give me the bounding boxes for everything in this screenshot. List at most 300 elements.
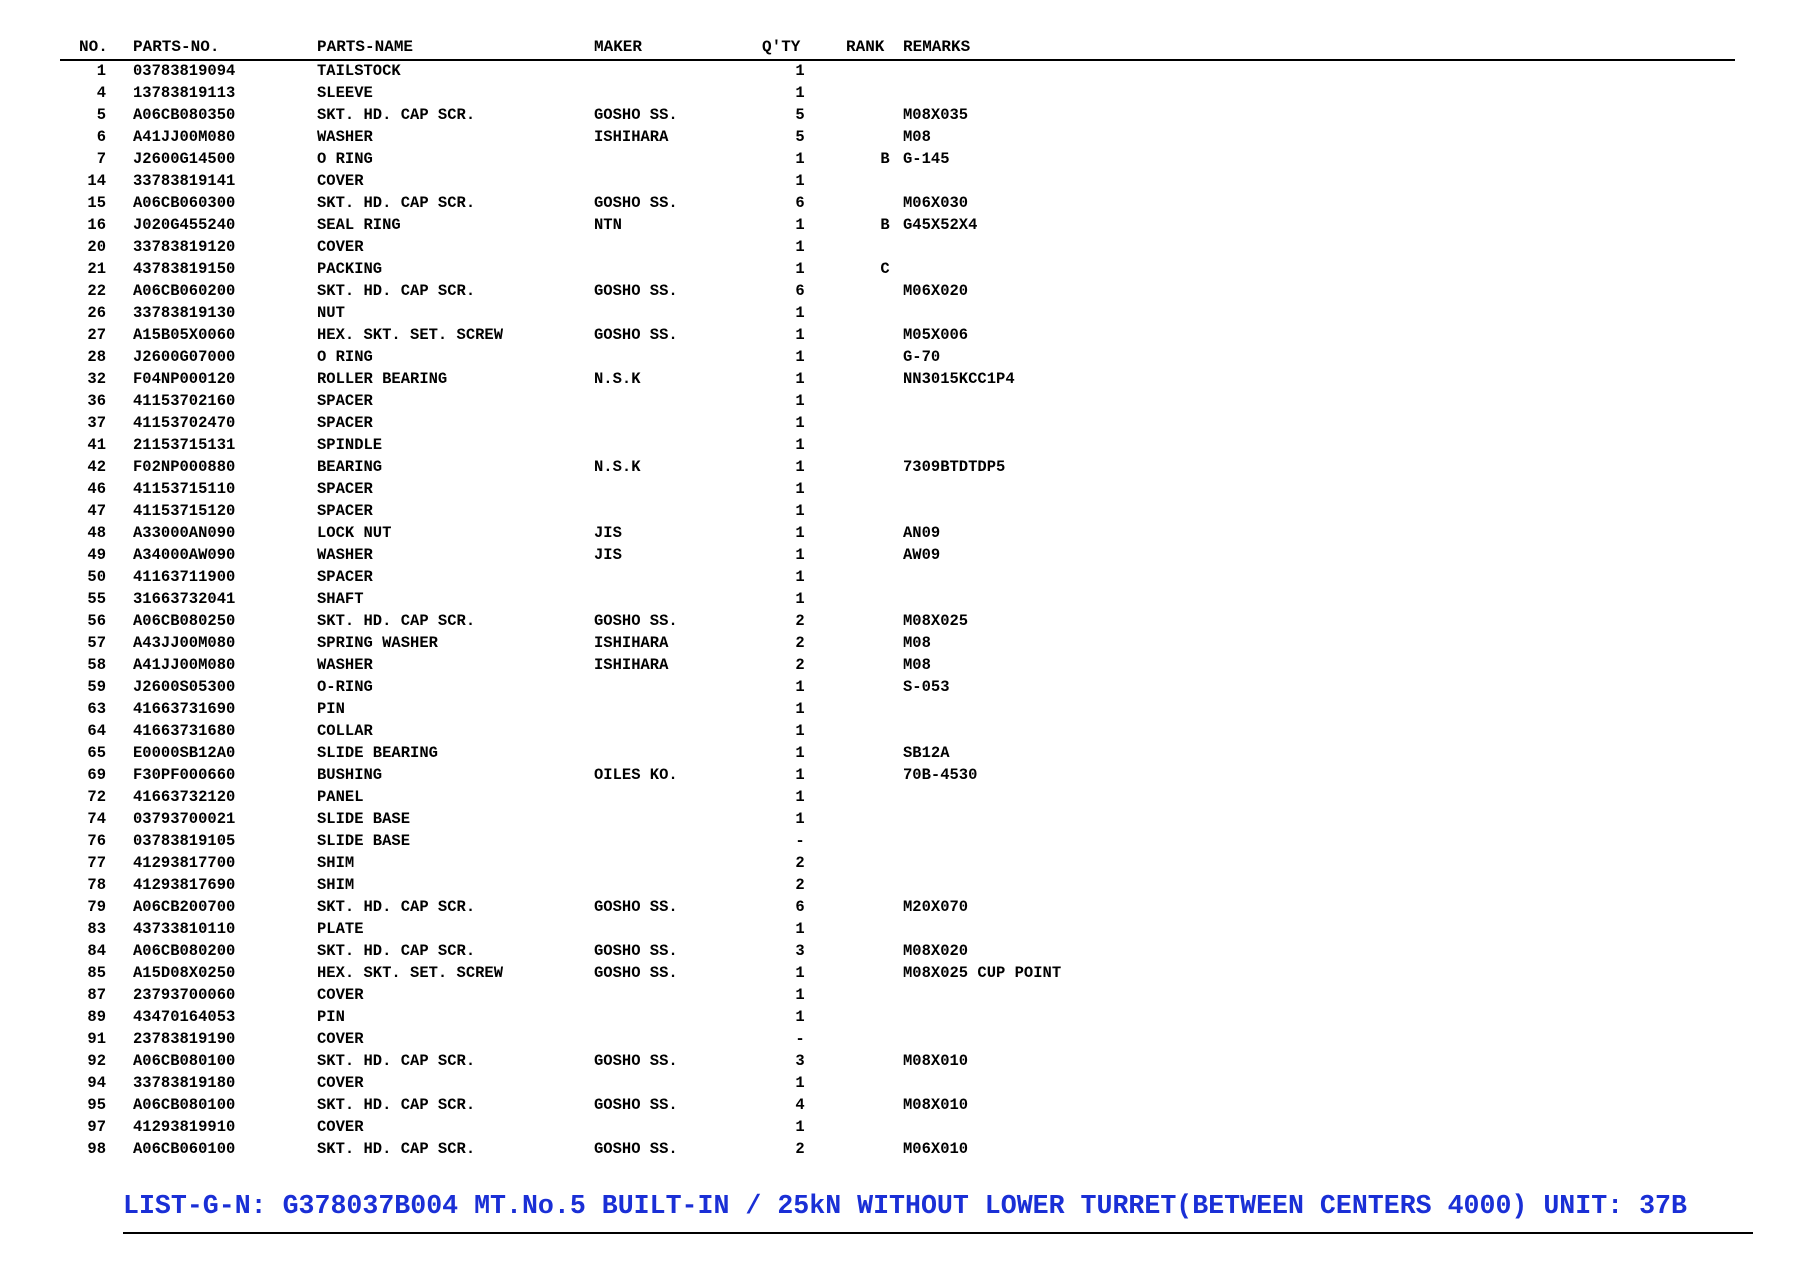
cell-parts-no: A15D08X0250	[133, 964, 236, 982]
cell-qty: 4	[795, 1096, 805, 1114]
cell-parts-name: BEARING	[317, 458, 383, 476]
header-maker: MAKER	[594, 38, 643, 56]
cell-parts-no: 41663732120	[133, 788, 236, 806]
cell-remarks: M08	[903, 634, 931, 652]
cell-parts-no: 41153702160	[133, 392, 236, 410]
cell-maker: ISHIHARA	[594, 128, 669, 146]
table-row	[60, 654, 1735, 676]
cell-maker: GOSHO SS.	[594, 282, 678, 300]
table-row	[60, 258, 1735, 280]
cell-parts-name: PANEL	[317, 788, 364, 806]
cell-qty: 6	[795, 282, 805, 300]
cell-parts-no: 41293819910	[133, 1118, 236, 1136]
cell-parts-no: J2600S05300	[133, 678, 236, 696]
cell-parts-name: SHIM	[317, 854, 355, 872]
cell-remarks: AN09	[903, 524, 941, 542]
cell-no: 92	[87, 1052, 106, 1070]
cell-parts-no: A15B05X0060	[133, 326, 236, 344]
cell-no: 98	[87, 1140, 106, 1158]
cell-parts-no: A41JJ00M080	[133, 128, 236, 146]
table-row	[60, 984, 1735, 1006]
cell-maker: GOSHO SS.	[594, 964, 678, 982]
cell-parts-no: 13783819113	[133, 84, 236, 102]
cell-remarks: 70B-4530	[903, 766, 978, 784]
table-row	[60, 962, 1735, 984]
cell-maker: N.S.K	[594, 370, 641, 388]
cell-maker: GOSHO SS.	[594, 1096, 678, 1114]
table-row	[60, 632, 1735, 654]
cell-parts-no: 33783819180	[133, 1074, 236, 1092]
cell-remarks: M08	[903, 656, 931, 674]
cell-parts-no: F04NP000120	[133, 370, 236, 388]
table-row	[60, 500, 1735, 522]
table-row	[60, 236, 1735, 258]
cell-parts-no: 41153715120	[133, 502, 236, 520]
header-no: NO.	[79, 38, 108, 56]
table-row	[60, 1006, 1735, 1028]
cell-parts-name: HEX. SKT. SET. SCREW	[317, 326, 504, 344]
cell-qty: 1	[795, 62, 805, 80]
cell-no: 48	[87, 524, 106, 542]
cell-parts-no: E0000SB12A0	[133, 744, 236, 762]
cell-parts-no: A41JJ00M080	[133, 656, 236, 674]
table-row	[60, 874, 1735, 896]
cell-qty: 1	[795, 502, 805, 520]
cell-remarks: M08X020	[903, 942, 969, 960]
cell-parts-name: PACKING	[317, 260, 383, 278]
cell-parts-name: COVER	[317, 1030, 364, 1048]
table-row	[60, 720, 1735, 742]
cell-maker: N.S.K	[594, 458, 641, 476]
cell-parts-no: 43470164053	[133, 1008, 236, 1026]
cell-parts-no: A06CB060200	[133, 282, 236, 300]
cell-no: 87	[87, 986, 106, 1004]
cell-rank: B	[880, 150, 890, 168]
table-row	[60, 302, 1735, 324]
table-header	[60, 37, 1735, 61]
cell-no: 59	[87, 678, 106, 696]
cell-qty: 2	[795, 612, 805, 630]
cell-qty: 3	[795, 942, 805, 960]
cell-qty: 1	[795, 524, 805, 542]
cell-no: 64	[87, 722, 106, 740]
cell-maker: GOSHO SS.	[594, 942, 678, 960]
cell-no: 41	[87, 436, 106, 454]
cell-maker: GOSHO SS.	[594, 898, 678, 916]
cell-qty: 1	[795, 172, 805, 190]
cell-parts-no: 03783819105	[133, 832, 236, 850]
parts-table-body	[60, 60, 1735, 1160]
cell-remarks: M08X010	[903, 1096, 969, 1114]
cell-remarks: S-053	[903, 678, 950, 696]
cell-qty: 1	[795, 1118, 805, 1136]
cell-no: 79	[87, 898, 106, 916]
cell-no: 6	[96, 128, 106, 146]
cell-no: 84	[87, 942, 106, 960]
cell-parts-name: SKT. HD. CAP SCR.	[317, 106, 476, 124]
cell-parts-name: SKT. HD. CAP SCR.	[317, 612, 476, 630]
cell-no: 50	[87, 568, 106, 586]
table-row	[60, 940, 1735, 962]
cell-qty: 1	[795, 480, 805, 498]
cell-parts-no: F02NP000880	[133, 458, 236, 476]
cell-qty: 1	[795, 304, 805, 322]
cell-qty: 3	[795, 1052, 805, 1070]
cell-maker: GOSHO SS.	[594, 106, 678, 124]
table-row	[60, 1094, 1735, 1116]
table-row	[60, 126, 1735, 148]
cell-no: 36	[87, 392, 106, 410]
cell-parts-name: SKT. HD. CAP SCR.	[317, 1096, 476, 1114]
cell-parts-no: 43783819150	[133, 260, 236, 278]
cell-qty: 1	[795, 414, 805, 432]
cell-parts-name: ROLLER BEARING	[317, 370, 448, 388]
cell-no: 49	[87, 546, 106, 564]
cell-remarks: M08X010	[903, 1052, 969, 1070]
cell-no: 7	[96, 150, 106, 168]
cell-remarks: M06X020	[903, 282, 969, 300]
table-row	[60, 852, 1735, 874]
table-row	[60, 368, 1735, 390]
cell-no: 1	[96, 62, 106, 80]
cell-parts-name: SPACER	[317, 502, 373, 520]
cell-no: 14	[87, 172, 106, 190]
cell-no: 58	[87, 656, 106, 674]
cell-parts-name: O RING	[317, 348, 373, 366]
table-row	[60, 566, 1735, 588]
cell-no: 69	[87, 766, 106, 784]
header-parts-no: PARTS-NO.	[133, 38, 220, 56]
cell-maker: JIS	[594, 524, 622, 542]
cell-parts-no: 23793700060	[133, 986, 236, 1004]
cell-no: 89	[87, 1008, 106, 1026]
cell-parts-name: NUT	[317, 304, 345, 322]
cell-qty: 1	[795, 348, 805, 366]
cell-no: 4	[96, 84, 106, 102]
cell-no: 94	[87, 1074, 106, 1092]
cell-remarks: M08X025 CUP POINT	[903, 964, 1062, 982]
cell-maker: GOSHO SS.	[594, 612, 678, 630]
table-row	[60, 1116, 1735, 1138]
header-parts-name: PARTS-NAME	[317, 38, 414, 56]
table-row	[60, 412, 1735, 434]
cell-no: 63	[87, 700, 106, 718]
cell-remarks: M05X006	[903, 326, 969, 344]
cell-qty: 1	[795, 810, 805, 828]
cell-parts-name: SPRING WASHER	[317, 634, 438, 652]
cell-parts-no: A43JJ00M080	[133, 634, 236, 652]
cell-parts-name: COVER	[317, 1074, 364, 1092]
cell-qty: -	[795, 1030, 805, 1048]
cell-maker: JIS	[594, 546, 622, 564]
cell-parts-no: 03783819094	[133, 62, 236, 80]
cell-qty: 1	[795, 238, 805, 256]
cell-qty: 2	[795, 1140, 805, 1158]
cell-parts-name: SLIDE BEARING	[317, 744, 438, 762]
cell-parts-name: SPACER	[317, 414, 373, 432]
cell-qty: 2	[795, 854, 805, 872]
cell-remarks: 7309BTDTDP5	[903, 458, 1006, 476]
cell-qty: 1	[795, 546, 805, 564]
cell-parts-name: COLLAR	[317, 722, 373, 740]
cell-parts-name: SHIM	[317, 876, 355, 894]
cell-parts-name: SHAFT	[317, 590, 364, 608]
cell-parts-no: J2600G14500	[133, 150, 236, 168]
table-row	[60, 918, 1735, 940]
cell-parts-no: A34000AW090	[133, 546, 236, 564]
table-row	[60, 830, 1735, 852]
cell-qty: 1	[795, 150, 805, 168]
cell-parts-no: 43733810110	[133, 920, 236, 938]
table-row	[60, 896, 1735, 918]
header-rank: RANK	[846, 38, 885, 56]
cell-parts-no: A06CB080100	[133, 1096, 236, 1114]
cell-qty: 1	[795, 392, 805, 410]
table-row	[60, 324, 1735, 346]
table-row	[60, 280, 1735, 302]
cell-no: 85	[87, 964, 106, 982]
cell-parts-name: SLIDE BASE	[317, 810, 411, 828]
cell-remarks: M08X025	[903, 612, 969, 630]
cell-no: 78	[87, 876, 106, 894]
table-row	[60, 82, 1735, 104]
cell-remarks: AW09	[903, 546, 941, 564]
cell-remarks: M20X070	[903, 898, 969, 916]
cell-rank: C	[880, 260, 890, 278]
table-row	[60, 1072, 1735, 1094]
cell-parts-no: 41153715110	[133, 480, 236, 498]
cell-qty: 1	[795, 788, 805, 806]
cell-parts-no: A06CB060300	[133, 194, 236, 212]
cell-parts-no: 33783819130	[133, 304, 236, 322]
cell-parts-no: A06CB080250	[133, 612, 236, 630]
cell-parts-name: SKT. HD. CAP SCR.	[317, 282, 476, 300]
cell-rank: B	[880, 216, 890, 234]
cell-qty: 1	[795, 744, 805, 762]
cell-no: 46	[87, 480, 106, 498]
cell-parts-no: 41293817690	[133, 876, 236, 894]
cell-maker: GOSHO SS.	[594, 194, 678, 212]
cell-remarks: G-70	[903, 348, 941, 366]
cell-parts-no: 41663731690	[133, 700, 236, 718]
cell-parts-no: A06CB080350	[133, 106, 236, 124]
cell-remarks: M06X030	[903, 194, 969, 212]
cell-qty: 1	[795, 964, 805, 982]
cell-no: 21	[87, 260, 106, 278]
cell-no: 72	[87, 788, 106, 806]
cell-no: 56	[87, 612, 106, 630]
cell-maker: OILES KO.	[594, 766, 678, 784]
cell-no: 26	[87, 304, 106, 322]
cell-parts-name: PIN	[317, 700, 345, 718]
cell-parts-no: A06CB200700	[133, 898, 236, 916]
cell-no: 76	[87, 832, 106, 850]
cell-no: 83	[87, 920, 106, 938]
cell-maker: GOSHO SS.	[594, 1140, 678, 1158]
cell-parts-no: 41163711900	[133, 568, 236, 586]
cell-parts-name: SLEEVE	[317, 84, 373, 102]
header-qty: Q'TY	[762, 38, 801, 56]
cell-qty: 1	[795, 722, 805, 740]
cell-remarks: G45X52X4	[903, 216, 978, 234]
cell-no: 47	[87, 502, 106, 520]
cell-parts-no: A06CB080200	[133, 942, 236, 960]
cell-maker: ISHIHARA	[594, 634, 669, 652]
cell-remarks: NN3015KCC1P4	[903, 370, 1015, 388]
table-row	[60, 456, 1735, 478]
table-row	[60, 676, 1735, 698]
cell-parts-no: 23783819190	[133, 1030, 236, 1048]
table-row	[60, 434, 1735, 456]
cell-parts-name: WASHER	[317, 546, 373, 564]
table-row	[60, 588, 1735, 610]
table-row	[60, 786, 1735, 808]
cell-parts-name: PIN	[317, 1008, 345, 1026]
cell-remarks: M08	[903, 128, 931, 146]
cell-no: 91	[87, 1030, 106, 1048]
cell-parts-name: SPINDLE	[317, 436, 383, 454]
cell-qty: 6	[795, 194, 805, 212]
cell-no: 95	[87, 1096, 106, 1114]
cell-no: 5	[96, 106, 106, 124]
cell-maker: NTN	[594, 216, 622, 234]
cell-no: 37	[87, 414, 106, 432]
table-row	[60, 214, 1735, 236]
cell-parts-name: SKT. HD. CAP SCR.	[317, 194, 476, 212]
cell-qty: 1	[795, 986, 805, 1004]
cell-parts-name: SEAL RING	[317, 216, 401, 234]
header-remarks: REMARKS	[903, 38, 971, 56]
cell-maker: ISHIHARA	[594, 656, 669, 674]
cell-qty: 1	[795, 1074, 805, 1092]
cell-no: 32	[87, 370, 106, 388]
table-row	[60, 478, 1735, 500]
cell-parts-name: SKT. HD. CAP SCR.	[317, 898, 476, 916]
table-row	[60, 192, 1735, 214]
cell-no: 27	[87, 326, 106, 344]
cell-parts-name: O-RING	[317, 678, 373, 696]
cell-no: 15	[87, 194, 106, 212]
cell-remarks: M06X010	[903, 1140, 969, 1158]
cell-parts-no: 33783819141	[133, 172, 236, 190]
cell-qty: 5	[795, 128, 805, 146]
cell-no: 28	[87, 348, 106, 366]
cell-parts-no: A06CB060100	[133, 1140, 236, 1158]
cell-parts-name: SPACER	[317, 480, 373, 498]
cell-no: 42	[87, 458, 106, 476]
cell-parts-name: SLIDE BASE	[317, 832, 411, 850]
cell-no: 74	[87, 810, 106, 828]
cell-parts-no: 33783819120	[133, 238, 236, 256]
cell-qty: 1	[795, 370, 805, 388]
cell-parts-no: 31663732041	[133, 590, 236, 608]
cell-qty: 1	[795, 920, 805, 938]
cell-qty: 1	[795, 260, 805, 278]
table-row	[60, 104, 1735, 126]
cell-parts-name: O RING	[317, 150, 373, 168]
cell-parts-name: HEX. SKT. SET. SCREW	[317, 964, 504, 982]
cell-parts-name: BUSHING	[317, 766, 383, 784]
cell-no: 55	[87, 590, 106, 608]
table-row	[60, 698, 1735, 720]
cell-qty: 1	[795, 326, 805, 344]
cell-no: 97	[87, 1118, 106, 1136]
cell-parts-no: 21153715131	[133, 436, 236, 454]
cell-qty: 2	[795, 634, 805, 652]
cell-qty: 1	[795, 678, 805, 696]
table-row	[60, 390, 1735, 412]
cell-qty: 5	[795, 106, 805, 124]
cell-remarks: SB12A	[903, 744, 950, 762]
cell-parts-name: WASHER	[317, 656, 373, 674]
cell-qty: 1	[795, 436, 805, 454]
table-row	[60, 764, 1735, 786]
document-footer	[123, 1188, 1753, 1234]
cell-remarks: G-145	[903, 150, 950, 168]
cell-parts-name: SKT. HD. CAP SCR.	[317, 1052, 476, 1070]
cell-maker: GOSHO SS.	[594, 1052, 678, 1070]
cell-qty: 2	[795, 876, 805, 894]
cell-parts-name: PLATE	[317, 920, 364, 938]
cell-parts-no: 03793700021	[133, 810, 236, 828]
cell-parts-name: SPACER	[317, 392, 373, 410]
cell-parts-name: COVER	[317, 986, 364, 1004]
cell-parts-no: 41153702470	[133, 414, 236, 432]
cell-parts-name: COVER	[317, 1118, 364, 1136]
cell-parts-name: COVER	[317, 238, 364, 256]
table-row	[60, 544, 1735, 566]
table-row	[60, 1028, 1735, 1050]
table-row	[60, 610, 1735, 632]
cell-parts-no: J2600G07000	[133, 348, 236, 366]
cell-qty: 1	[795, 216, 805, 234]
cell-no: 16	[87, 216, 106, 234]
cell-no: 57	[87, 634, 106, 652]
cell-qty: 1	[795, 1008, 805, 1026]
footer-title: LIST-G-N: G378037B004 MT.No.5 BUILT-IN / 25kN WITHOUT LOWER TURRET(BETWEEN CENTERS 4000) UNIT: 37B	[123, 1191, 1687, 1221]
table-row	[60, 60, 1735, 82]
cell-qty: -	[795, 832, 805, 850]
cell-maker: GOSHO SS.	[594, 326, 678, 344]
cell-no: 77	[87, 854, 106, 872]
cell-qty: 1	[795, 700, 805, 718]
cell-remarks: M08X035	[903, 106, 969, 124]
cell-qty: 1	[795, 568, 805, 586]
table-row	[60, 170, 1735, 192]
cell-parts-name: TAILSTOCK	[317, 62, 401, 80]
cell-parts-name: COVER	[317, 172, 364, 190]
cell-qty: 2	[795, 656, 805, 674]
cell-no: 20	[87, 238, 106, 256]
cell-parts-name: SKT. HD. CAP SCR.	[317, 1140, 476, 1158]
cell-parts-name: SKT. HD. CAP SCR.	[317, 942, 476, 960]
table-row	[60, 522, 1735, 544]
cell-parts-no: 41293817700	[133, 854, 236, 872]
cell-parts-no: A06CB080100	[133, 1052, 236, 1070]
cell-qty: 1	[795, 84, 805, 102]
table-row	[60, 808, 1735, 830]
cell-parts-name: WASHER	[317, 128, 373, 146]
table-row	[60, 1138, 1735, 1160]
cell-qty: 1	[795, 590, 805, 608]
cell-parts-name: LOCK NUT	[317, 524, 392, 542]
cell-parts-name: SPACER	[317, 568, 373, 586]
cell-parts-no: A33000AN090	[133, 524, 236, 542]
cell-no: 65	[87, 744, 106, 762]
cell-qty: 6	[795, 898, 805, 916]
cell-parts-no: 41663731680	[133, 722, 236, 740]
cell-qty: 1	[795, 458, 805, 476]
